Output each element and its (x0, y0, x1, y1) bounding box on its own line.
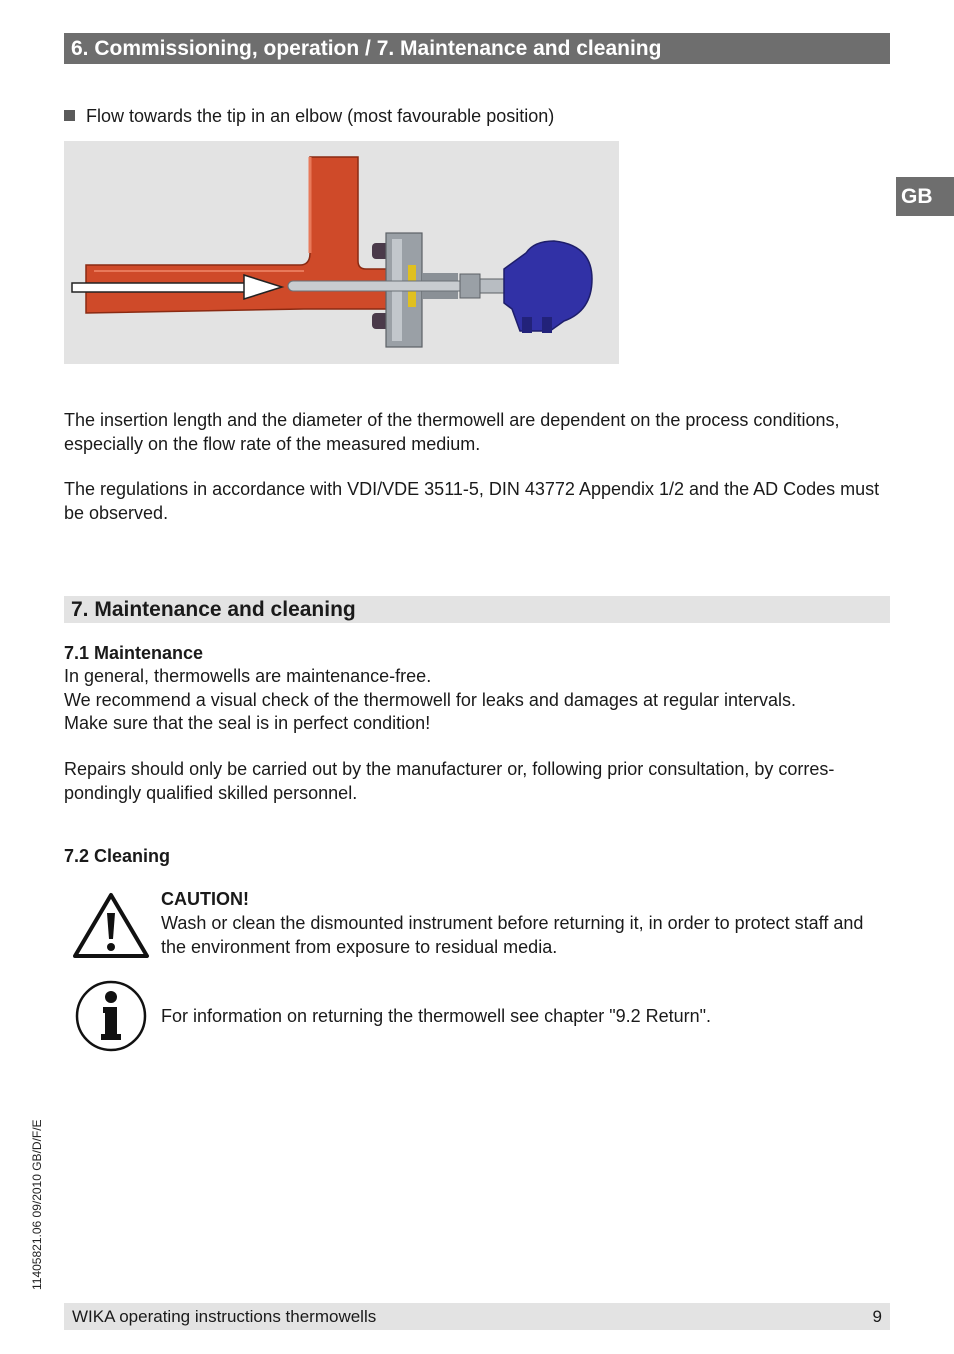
info-text: For information on returning the thermowell see chapter "9.2 Return". (161, 1006, 712, 1026)
warning-triangle-icon (72, 891, 150, 959)
document-code: 11405821.06 09/2010 GB/D/F/E (30, 1119, 44, 1290)
cleaning-heading: 7.2 Cleaning (64, 846, 171, 866)
thermowell-illustration (64, 141, 619, 364)
maintenance-line: Make sure that the seal is in perfect condition! (64, 713, 431, 733)
bullet-text: Flow towards the tip in an elbow (most favourable position) (86, 106, 555, 126)
caution-text: Wash or clean the dismounted instrument before returning it, in order to protect staff and the environment from exposure to residual media. (161, 913, 864, 957)
page-number: 9 (872, 1307, 882, 1326)
maintenance-heading: 7.1 Maintenance (64, 643, 204, 663)
bullet-item (64, 104, 554, 128)
thermowell-stem (288, 281, 484, 291)
thermowell-elbow-figure (64, 141, 619, 364)
language-tab: GB (896, 177, 954, 216)
page-header-bar: 6. Commissioning, operation / 7. Maintenance and cleaning (64, 33, 890, 64)
footer-text: WIKA operating instructions thermowells (72, 1307, 377, 1326)
flow-arrow-shaft (72, 283, 252, 292)
insertion-length-paragraph: The insertion length and the diameter of the thermowell are dependent on the process conditions, especially on the flow rate of the measured medium. (64, 410, 840, 454)
maintenance-line: In general, thermowells are maintenance-free. (64, 666, 432, 686)
info-icon (75, 980, 147, 1052)
regulations-paragraph: The regulations in accordance with VDI/VDE 3511-5, DIN 43772 Appendix 1/2 and the AD Codes must be observed. (64, 479, 880, 523)
repairs-paragraph: Repairs should only be carried out by the manufacturer or, following prior consultation, by corres-pondingly qualified skilled personnel. (64, 759, 835, 803)
caution-title: CAUTION! (161, 889, 249, 909)
maintenance-line: We recommend a visual check of the thermowell for leaks and damages at regular intervals. (64, 689, 797, 710)
maintenance-text (64, 665, 894, 736)
section-title-bar: 7. Maintenance and cleaning (64, 596, 890, 623)
square-bullet-icon (64, 110, 75, 121)
footer-bar (64, 1303, 890, 1330)
